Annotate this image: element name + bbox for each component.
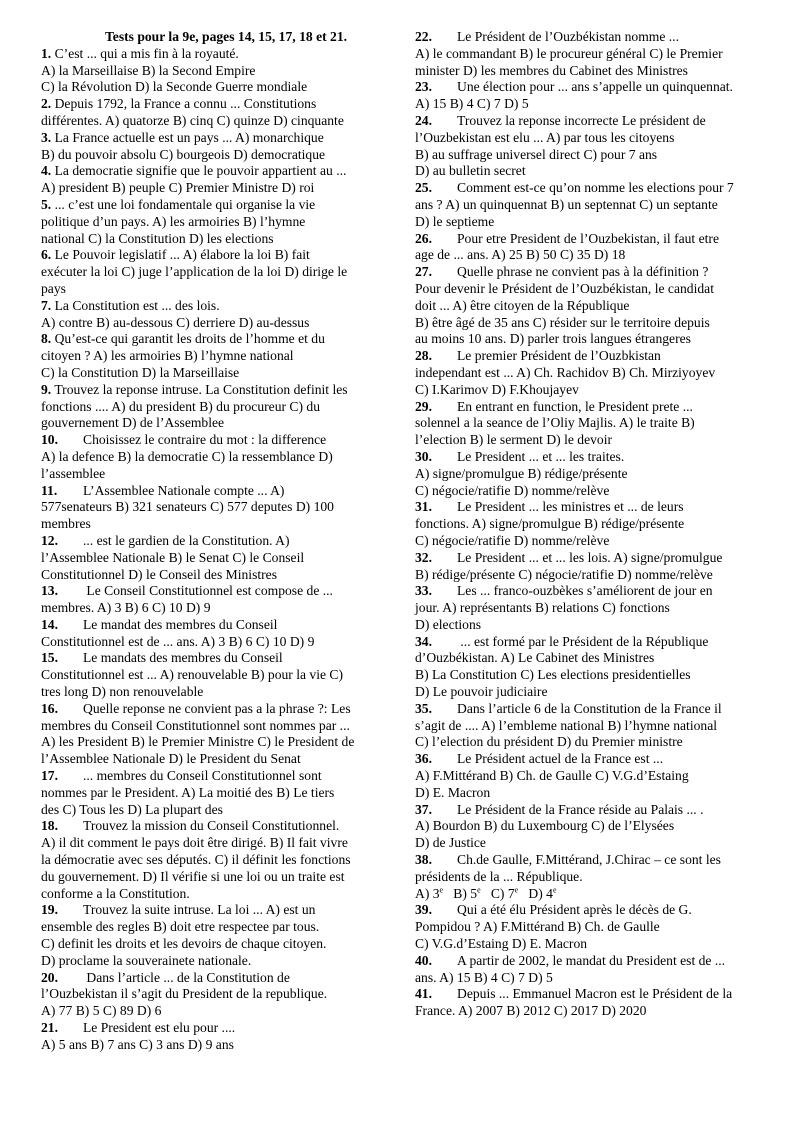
- question-line: ans ? A) un quinquennat B) un septennat C) un septante: [415, 196, 718, 212]
- question-line: A) la Marseillaise B) la Second Empire: [41, 62, 256, 78]
- question-line: D) elections: [415, 616, 482, 632]
- question-3: [41, 130, 397, 164]
- question-text: Le Conseil Constitutionnel est compose de ...: [83, 583, 333, 599]
- question-39: [415, 902, 767, 952]
- question-text: ... est formé par le Président de la République: [457, 633, 709, 649]
- question-34: [415, 634, 767, 701]
- question-line: age de ... ans. A) 25 B) 50 C) 35 D) 18: [415, 247, 626, 263]
- question-line: C) la Constitution D) la Marseillaise: [41, 364, 240, 380]
- question-1: [41, 46, 397, 96]
- question-text: Quelle reponse ne convient pas a la phrase ?: Les: [83, 700, 351, 716]
- question-4: [41, 163, 397, 197]
- question-line: A) F.Mittérand B) Ch. de Gaulle C) V.G.d’Estaing: [415, 768, 689, 784]
- question-line: nommes par le President. A) La moitié des B) Le tiers: [41, 784, 335, 800]
- option-text: D) 4: [518, 885, 553, 901]
- question-number: 3.: [41, 129, 52, 145]
- question-text: Le President est elu pour ....: [83, 1020, 236, 1036]
- ordinal-suffix: e: [439, 885, 444, 895]
- right-column: [415, 29, 767, 1054]
- question-line: A) contre B) au-dessous C) derriere D) au-dessus: [41, 314, 310, 330]
- question-line: doit ... A) être citoyen de la République: [415, 297, 630, 313]
- question-line: tres long D) non renouvelable: [41, 684, 204, 700]
- question-number: 9.: [41, 381, 52, 397]
- answer-options: [415, 886, 767, 903]
- question-text: Pour etre President de l’Ouzbekistan, il faut etre: [457, 230, 719, 246]
- question-30: [415, 449, 767, 499]
- question-number: 38.: [415, 852, 432, 868]
- question-22: [415, 29, 767, 79]
- ordinal-suffix: e: [514, 885, 519, 895]
- question-26: [415, 231, 767, 265]
- question-number: 28.: [415, 348, 432, 364]
- question-line: des C) Tous les D) La plupart des: [41, 801, 223, 817]
- question-text: Dans l’article ... de la Constitution de: [83, 969, 290, 985]
- question-number: 10.: [41, 432, 58, 448]
- question-text: La Constitution est ... des lois.: [54, 297, 220, 313]
- question-line: minister D) les membres du Cabinet des Ministres: [415, 62, 688, 78]
- question-text: Les ... franco-ouzbèkes s’améliorent de jour en: [457, 583, 713, 599]
- question-number: 15.: [41, 650, 58, 666]
- question-5: [41, 197, 397, 247]
- question-37: [415, 802, 767, 852]
- question-line: A) 15 B) 4 C) 7 D) 5: [415, 96, 529, 112]
- question-32: [415, 550, 767, 584]
- question-20: [41, 970, 397, 1020]
- question-number: 40.: [415, 952, 432, 968]
- question-38: [415, 852, 767, 902]
- question-line: A) 5 ans B) 7 ans C) 3 ans D) 9 ans: [41, 1036, 234, 1052]
- question-text: L’Assemblee Nationale compte ... A): [83, 482, 285, 498]
- question-9: [41, 382, 397, 432]
- question-line: jour. A) représentants B) relations C) fonctions: [415, 600, 670, 616]
- question-number: 19.: [41, 902, 58, 918]
- question-number: 36.: [415, 751, 432, 767]
- ordinal-suffix: e: [552, 885, 557, 895]
- question-11: [41, 483, 397, 533]
- question-text: Qui a été élu Président après le décès de G.: [457, 902, 692, 918]
- question-text: Ch.de Gaulle, F.Mittérand, J.Chirac – ce sont les: [457, 852, 721, 868]
- question-text: Le Président de la France réside au Palais ... .: [457, 801, 704, 817]
- question-line: B) rédige/présente C) négocie/ratifie D) nomme/relève: [415, 566, 713, 582]
- question-line: Pompidou ? A) F.Mittérand B) Ch. de Gaulle: [415, 919, 660, 935]
- question-24: [415, 113, 767, 180]
- question-line: s’agit de .... A) l’embleme national B) l’hymne national: [415, 717, 718, 733]
- question-text: Le Président de l’Ouzbékistan nomme ...: [457, 29, 679, 44]
- question-text: Le President ... les ministres et ... de leurs: [457, 499, 684, 515]
- question-number: 4.: [41, 163, 52, 179]
- question-number: 26.: [415, 230, 432, 246]
- question-text: Le President ... et ... les lois. A) signe/promulgue: [457, 549, 723, 565]
- question-text: Depuis ... Emmanuel Macron est le Président de la: [457, 986, 733, 1002]
- question-text: En entrant en function, le President prete ...: [457, 398, 693, 414]
- question-line: independant est ... A) Ch. Rachidov B) Ch. Mirziyoyev: [415, 364, 716, 380]
- question-15: [41, 650, 397, 700]
- question-number: 37.: [415, 801, 432, 817]
- question-line: B) du pouvoir absolu C) bourgeois D) democratique: [41, 146, 326, 162]
- question-27: [415, 264, 767, 348]
- question-text: Dans l’article 6 de la Constitution de la France il: [457, 700, 722, 716]
- option-text: C) 7: [480, 885, 515, 901]
- question-line: B) être âgé de 35 ans C) résider sur le territoire depuis: [415, 314, 710, 330]
- question-line: C) definit les droits et les devoirs de chaque citoyen.: [41, 936, 327, 952]
- question-text: Le mandats des membres du Conseil: [83, 650, 283, 666]
- question-31: [415, 499, 767, 549]
- question-number: 27.: [415, 264, 432, 280]
- question-line: D) au bulletin secret: [415, 163, 526, 179]
- option-text: A) 3: [415, 885, 440, 901]
- question-line: du gouvernement. D) Il vérifie si une loi ou un traite est: [41, 868, 345, 884]
- question-line: B) au suffrage universel direct C) pour 7 ans: [415, 146, 658, 162]
- question-text: Comment est-ce qu’on nomme les elections pour 7: [457, 180, 734, 196]
- question-number: 11.: [41, 482, 58, 498]
- question-line: l’assemblee: [41, 465, 106, 481]
- question-line: ans. A) 15 B) 4 C) 7 D) 5: [415, 969, 553, 985]
- left-column: [41, 29, 397, 1054]
- question-line: D) Le pouvoir judiciaire: [415, 684, 548, 700]
- question-line: membres. A) 3 B) 6 C) 10 D) 9: [41, 600, 211, 616]
- question-line: d’Ouzbékistan. A) Le Cabinet des Ministres: [415, 650, 655, 666]
- question-text: Le mandat des membres du Conseil: [83, 616, 278, 632]
- question-line: Constitutionnel est ... A) renouvelable B) pour la vie C): [41, 667, 344, 683]
- question-41: [415, 986, 767, 1020]
- question-text: La France actuelle est un pays ... A) monarchique: [54, 129, 324, 145]
- question-35: [415, 701, 767, 751]
- question-line: Constitutionnel est de ... ans. A) 3 B) 6 C) 10 D) 9: [41, 633, 315, 649]
- question-line: l’Ouzbekistan il s’agit du President de la republique.: [41, 986, 328, 1002]
- question-number: 17.: [41, 768, 58, 784]
- question-text: Trouvez la reponse intruse. La Constitution definit les: [54, 381, 348, 397]
- question-line: politique d’un pays. A) les armoiries B) l’hymne: [41, 213, 306, 229]
- question-line: A) les President B) le Premier Ministre C) le President de: [41, 734, 355, 750]
- question-number: 1.: [41, 45, 52, 61]
- question-number: 7.: [41, 297, 52, 313]
- question-29: [415, 399, 767, 449]
- question-line: au moins 10 ans. D) parler trois langues étrangeres: [415, 331, 691, 347]
- question-line: l’election B) le serment D) le devoir: [415, 432, 613, 448]
- question-line: présidents de la ... République.: [415, 868, 583, 884]
- question-line: A) Bourdon B) du Luxembourg C) de l’Elysées: [415, 818, 675, 834]
- question-line: D) le septieme: [415, 213, 495, 229]
- question-number: 31.: [415, 499, 432, 515]
- question-line: C) V.G.d’Estaing D) E. Macron: [415, 936, 588, 952]
- question-line: citoyen ? A) les armoiries B) l’hymne national: [41, 348, 294, 364]
- question-line: conforme a la Constitution.: [41, 885, 190, 901]
- question-18: [41, 818, 397, 902]
- question-text: Depuis 1792, la France a connu ... Constitutions: [54, 96, 317, 112]
- question-text: Trouvez la mission du Conseil Constitutionnel.: [83, 818, 340, 834]
- question-21: [41, 1020, 397, 1054]
- question-number: 16.: [41, 700, 58, 716]
- question-number: 5.: [41, 196, 52, 212]
- question-number: 32.: [415, 549, 432, 565]
- question-28: [415, 348, 767, 398]
- question-text: Qu’est-ce qui garantit les droits de l’homme et du: [54, 331, 325, 347]
- question-14: [41, 617, 397, 651]
- question-line: C) négocie/ratifie D) nomme/relève: [415, 532, 610, 548]
- question-number: 14.: [41, 616, 58, 632]
- question-line: C) la Révolution D) la Seconde Guerre mondiale: [41, 79, 308, 95]
- question-number: 24.: [415, 112, 432, 128]
- question-line: fonctions. A) signe/promulgue B) rédige/présente: [415, 516, 685, 532]
- question-text: Une élection pour ... ans s’appelle un quinquennat.: [457, 79, 733, 95]
- question-text: Le premier Président de l’Ouzbkistan: [457, 348, 661, 364]
- question-text: Le Pouvoir legislatif ... A) élabore la loi B) fait: [54, 247, 310, 263]
- question-number: 22.: [415, 29, 432, 44]
- question-line: C) I.Karimov D) F.Khoujayev: [415, 381, 579, 397]
- question-line: A) il dit comment le pays doit être dirigé. B) Il fait vivre: [41, 835, 348, 851]
- question-text: A partir de 2002, le mandat du President est de ...: [457, 952, 726, 968]
- question-13: [41, 583, 397, 617]
- question-number: 20.: [41, 969, 58, 985]
- question-number: 13.: [41, 583, 58, 599]
- question-line: D) E. Macron: [415, 784, 491, 800]
- question-line: C) l’election du président D) du Premier ministre: [415, 734, 683, 750]
- question-25: [415, 180, 767, 230]
- question-line: ensemble des regles B) doit etre respectee par tous.: [41, 919, 320, 935]
- question-number: 29.: [415, 398, 432, 414]
- question-line: France. A) 2007 B) 2012 C) 2017 D) 2020: [415, 1003, 647, 1019]
- question-line: Constitutionnel D) le Conseil des Ministres: [41, 566, 277, 582]
- question-line: l’Assemblee Nationale D) le President du Senat: [41, 751, 301, 767]
- question-10: [41, 432, 397, 482]
- question-17: [41, 768, 397, 818]
- question-number: 21.: [41, 1020, 58, 1036]
- question-40: [415, 953, 767, 987]
- question-line: Pour devenir le Président de l’Ouzbékistan, le candidat: [415, 280, 714, 296]
- question-number: 23.: [415, 79, 432, 95]
- question-line: C) négocie/ratifie D) nomme/relève: [415, 482, 610, 498]
- question-text: C’est ... qui a mis fin à la royauté.: [54, 45, 239, 61]
- question-text: Le Président actuel de la France est ...: [457, 751, 664, 767]
- question-line: solennel a la seance de l’Oliy Majlis. A) le traite B): [415, 415, 695, 431]
- question-line: A) president B) peuple C) Premier Ministre D) roi: [41, 180, 315, 196]
- question-line: l’Ouzbekistan est elu ... A) par tous les citoyens: [415, 129, 675, 145]
- question-16: [41, 701, 397, 768]
- page-title: Tests pour la 9e, pages 14, 15, 17, 18 et 21.: [104, 29, 348, 44]
- question-text: ... est le gardien de la Constitution. A): [83, 532, 290, 548]
- question-line: exécuter la loi C) juge l’application de la loi D) dirige le: [41, 264, 348, 280]
- question-number: 25.: [415, 180, 432, 196]
- question-text: Trouvez la suite intruse. La loi ... A) est un: [83, 902, 316, 918]
- question-number: 41.: [415, 986, 432, 1002]
- question-text: ... membres du Conseil Constitutionnel sont: [83, 768, 322, 784]
- question-line: membres: [41, 516, 91, 532]
- question-line: l’Assemblee Nationale B) le Senat C) le Conseil: [41, 549, 305, 565]
- option-text: B) 5: [443, 885, 478, 901]
- question-line: A) la defence B) la democratie C) la ressemblance D): [41, 448, 333, 464]
- question-36: [415, 751, 767, 801]
- question-line: membres du Conseil Constitutionnel sont nommes par ...: [41, 717, 350, 733]
- ordinal-suffix: e: [477, 885, 481, 895]
- question-8: [41, 331, 397, 381]
- question-text: Choisissez le contraire du mot : la difference: [83, 432, 327, 448]
- question-number: 12.: [41, 532, 58, 548]
- question-number: 33.: [415, 583, 432, 599]
- question-line: A) signe/promulgue B) rédige/présente: [415, 465, 628, 481]
- question-number: 39.: [415, 902, 432, 918]
- question-line: D) de Justice: [415, 835, 486, 851]
- question-line: D) proclame la souverainete nationale.: [41, 952, 252, 968]
- question-line: 577senateurs B) 321 senateurs C) 577 deputes D) 100: [41, 499, 334, 515]
- question-line: pays: [41, 280, 66, 296]
- question-number: 8.: [41, 331, 52, 347]
- question-text: La democratie signifie que le pouvoir appartient au ...: [54, 163, 347, 179]
- question-line: différentes. A) quatorze B) cinq C) quinze D) cinquante: [41, 112, 344, 128]
- question-23: [415, 79, 767, 113]
- question-line: A) le commandant B) le procureur général C) le Premier: [415, 45, 723, 61]
- question-number: 18.: [41, 818, 58, 834]
- question-33: [415, 583, 767, 633]
- question-text: ... c’est une loi fondamentale qui organise la vie: [54, 196, 316, 212]
- question-number: 2.: [41, 96, 52, 112]
- question-text: Trouvez la reponse incorrecte Le président de: [457, 112, 706, 128]
- question-number: 6.: [41, 247, 52, 263]
- question-line: B) La Constitution C) Les elections presidentielles: [415, 667, 691, 683]
- question-line: A) 77 B) 5 C) 89 D) 6: [41, 1003, 162, 1019]
- question-number: 30.: [415, 448, 432, 464]
- question-line: la démocratie avec ses députés. C) il définit les fonctions: [41, 852, 351, 868]
- question-7: [41, 298, 397, 332]
- question-text: Quelle phrase ne convient pas à la définition ?: [457, 264, 709, 280]
- question-6: [41, 247, 397, 297]
- question-number: 34.: [415, 633, 432, 649]
- question-line: fonctions .... A) du president B) du procureur C) du: [41, 398, 320, 414]
- question-19: [41, 902, 397, 969]
- question-line: national C) la Constitution D) les elections: [41, 230, 274, 246]
- question-line: gouvernement D) de l’Assemblee: [41, 415, 225, 431]
- question-12: [41, 533, 397, 583]
- question-number: 35.: [415, 700, 432, 716]
- question-text: Le President ... et ... les traites.: [457, 448, 625, 464]
- question-2: [41, 96, 397, 130]
